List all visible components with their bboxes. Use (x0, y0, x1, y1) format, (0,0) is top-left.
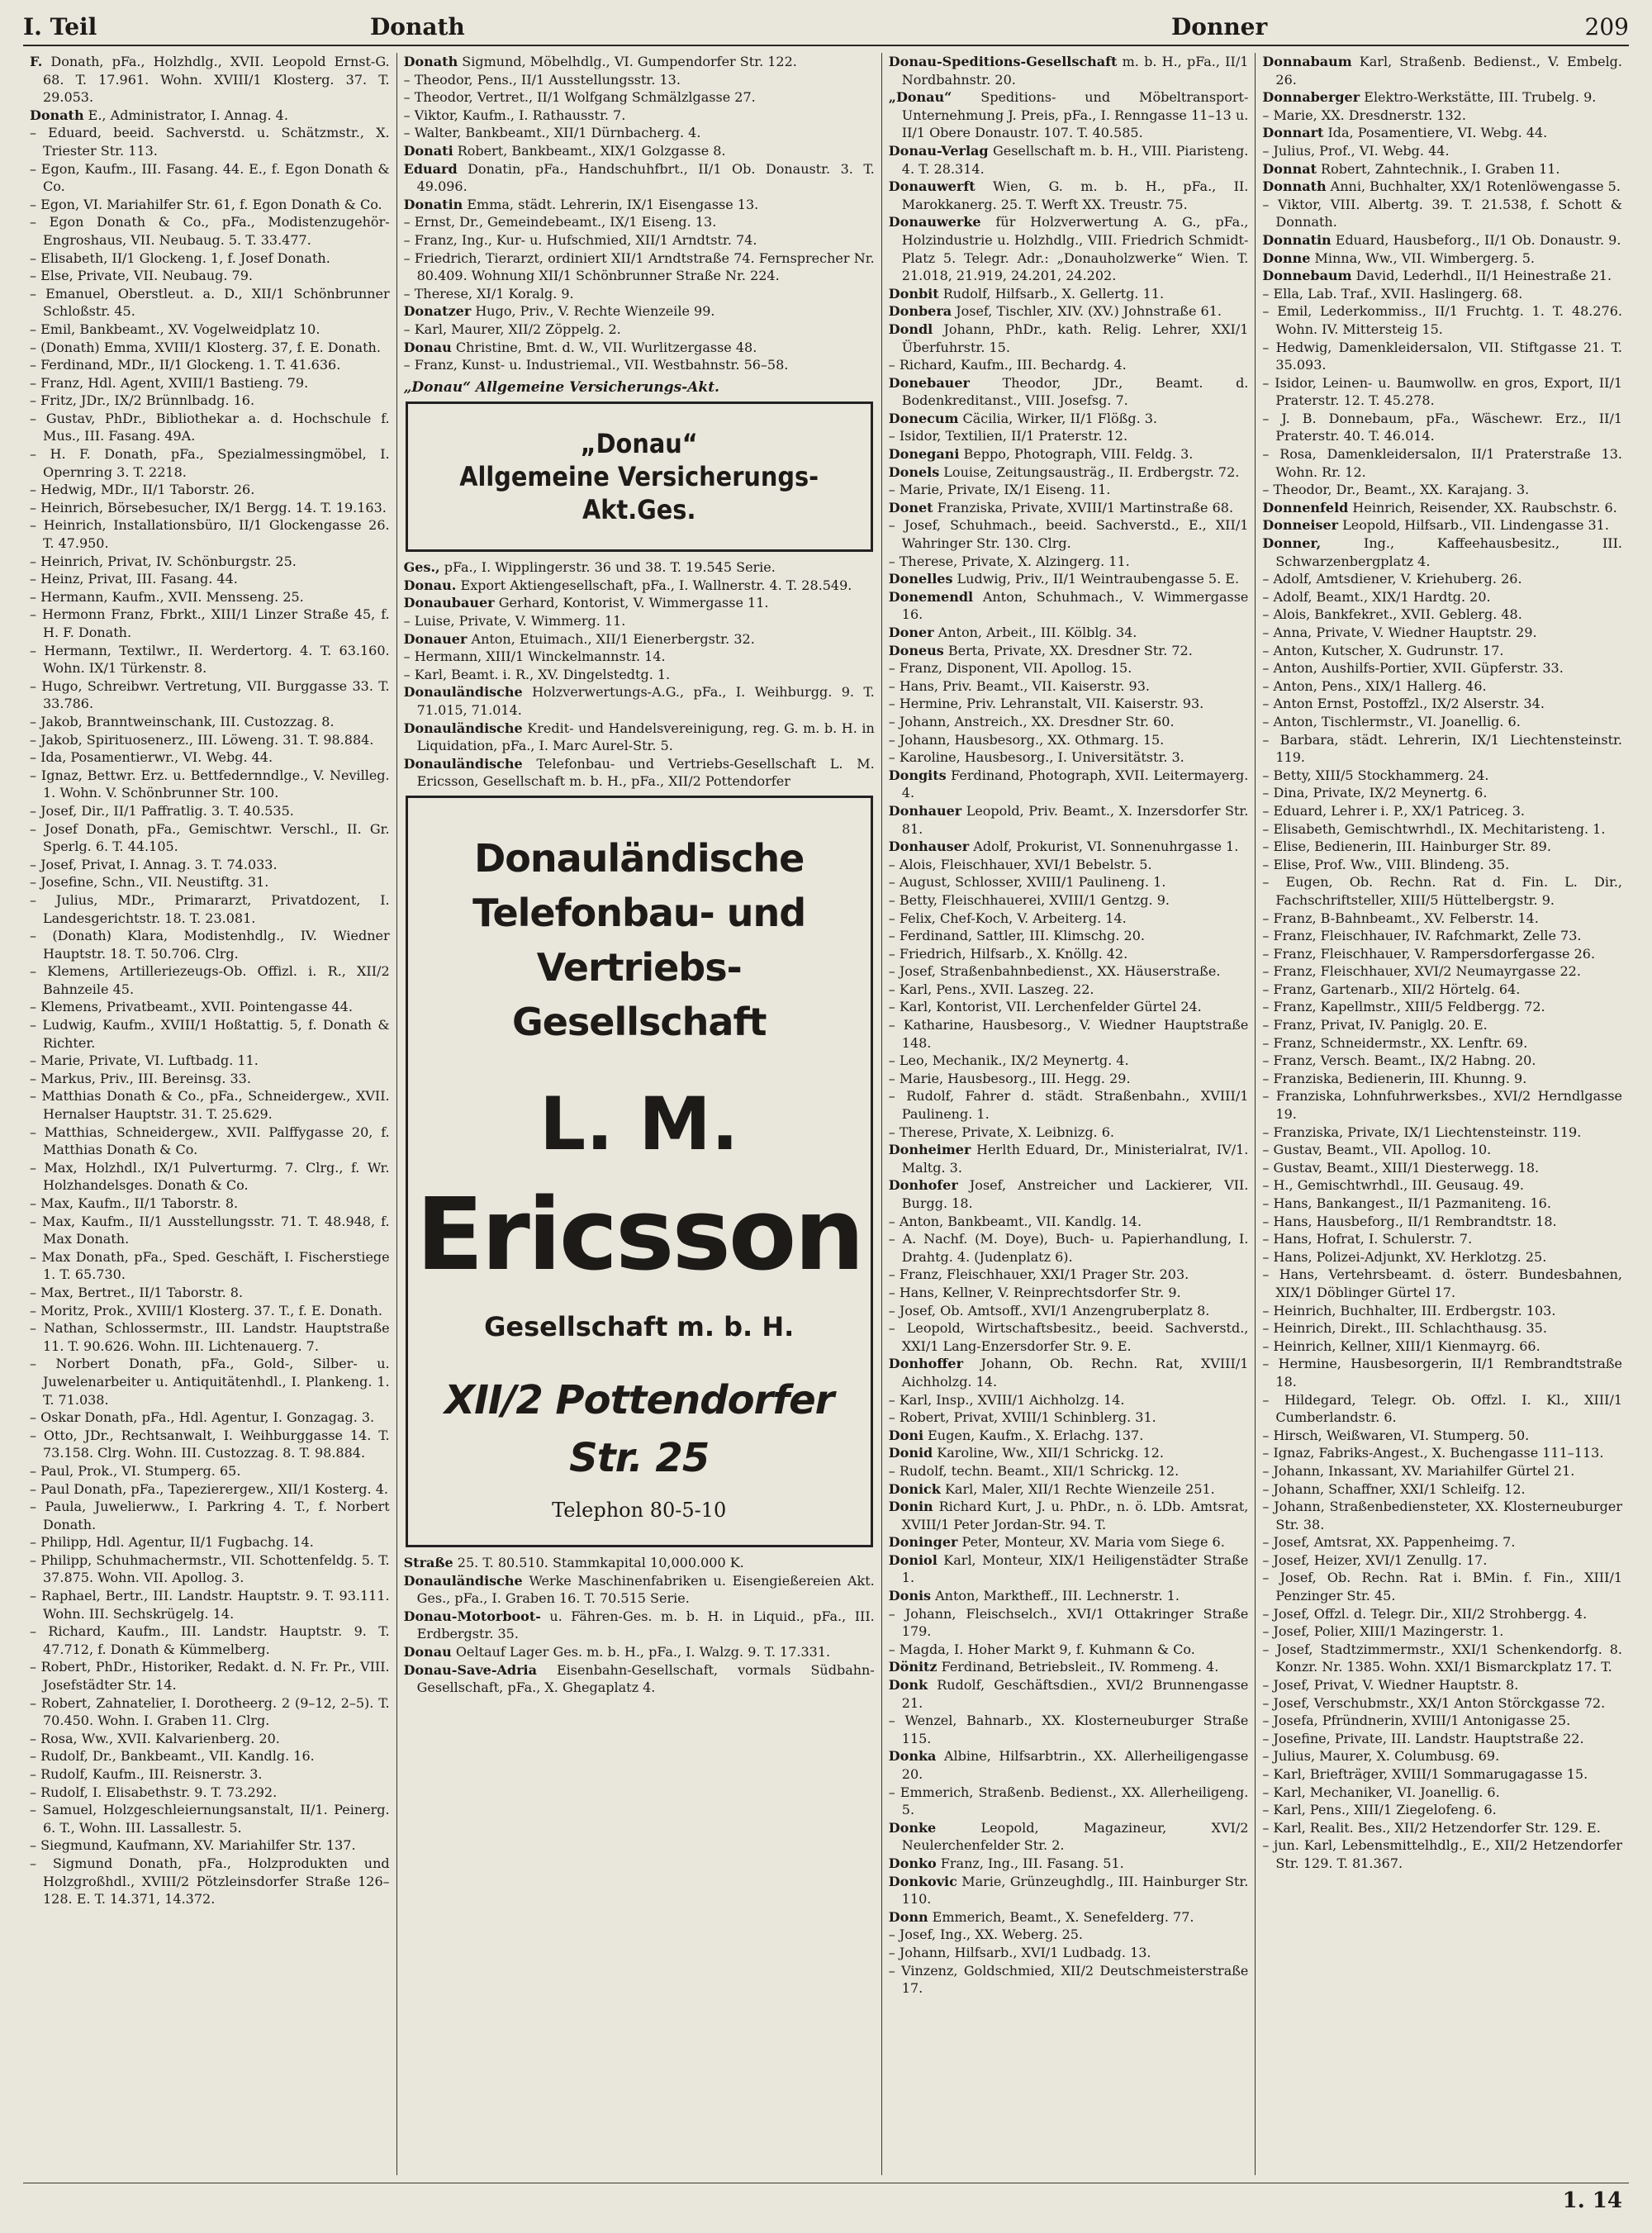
list-item: Donkovic Marie, Grünzeughdlg., III. Hainburger Str. 110. (888, 1873, 1249, 1908)
list-item: Donau. Export Aktiengesellschaft, pFa., I. Wallnerstr. 4. T. 28.549. (403, 577, 852, 593)
list-item: – Therese, XI/1 Koralg. 9. (403, 285, 574, 302)
list-item: – Alois, Fleischhauer, XVI/1 Bebelstr. 5. (888, 856, 1152, 872)
header-section: I. Teil (23, 13, 97, 40)
list-item: – Katharine, Hausbesorg., V. Wiedner Hauptstraße 148. (888, 1017, 1249, 1051)
list-item: – Isidor, Leinen- u. Baumwollw. en gros, Export, II/1 Praterstr. 12. T. 45.278. (1262, 374, 1623, 409)
list-item: – Klemens, Privatbeamt., XVII. Pointengasse 44. (30, 999, 353, 1015)
list-item: Donauländische Holzverwertungs-A.G., pFa., I. Weihburgg. 9. T. 71.015, 71.014. (403, 684, 875, 719)
ad-line: Akt.Ges. (582, 494, 696, 526)
list-item: Donis Anton, Marktheff., III. Lechnerstr. 1. (888, 1588, 1180, 1604)
list-item: Donin Richard Kurt, J. u. PhDr., n. ö. LDb. Amtsrat, XVIII/1 Peter Jordan-Str. 94. T. (888, 1499, 1249, 1532)
list-item: – J. B. Donnebaum, pFa., Wäschewr. Erz., II/1 Praterstr. 40. T. 46.014. (1262, 410, 1623, 444)
list-item: – Betty, XIII/5 Stockhammerg. 24. (1262, 767, 1489, 783)
list-item: – Josef, Privat, I. Annag. 3. T. 74.033. (30, 856, 278, 872)
list-item: – Franz, Versch. Beamt., IX/2 Habng. 20. (1262, 1052, 1536, 1069)
list-item: – Max Donath, pFa., Sped. Geschäft, I. Fischerstiege 1. T. 65.730. (30, 1248, 390, 1283)
list-item: – Anton, Kutscher, X. Gudrunstr. 17. (1262, 642, 1504, 658)
list-item: Donheimer Herlth Eduard, Dr., Ministerialrat, IV/1. Maltg. 3. (888, 1142, 1249, 1176)
list-item: – Josef, Heizer, XVI/1 Zenullg. 17. (1262, 1551, 1488, 1568)
list-item: – Robert, Privat, XVIII/1 Schinblerg. 31. (888, 1409, 1156, 1426)
list-item: – Josef Donath, pFa., Gemischtwr. Verschl., II. Gr. Sperlg. 6. T. 44.105. (30, 820, 390, 855)
list-item: Doninger Peter, Monteur, XV. Maria vom Siege 6. (888, 1534, 1225, 1551)
list-item: – Ignaz, Bettwr. Erz. u. Bettfedernndlge., V. Nevilleg. 1. Wohn. V. Schönbrunner Str. 100. (30, 767, 390, 801)
list-item: – Max, Kaufm., II/1 Taborstr. 8. (30, 1195, 239, 1211)
list-item: – Otto, JDr., Rechtsanwalt, I. Weihburggasse 14. T. 73.158. Clrg. Wohn. III. Custozzag. 8. T. 98.884. (30, 1427, 390, 1461)
page-number: 209 (1584, 13, 1629, 40)
list-item: – Wenzel, Bahnarb., XX. Klosterneuburger Straße 115. (888, 1713, 1249, 1746)
ad-initials: L. M. (539, 1081, 739, 1166)
list-item: Donid Karoline, Ww., XII/1 Schrickg. 12. (888, 1445, 1164, 1461)
column-3 (882, 53, 1256, 2175)
list-item: – Rosa, Ww., XVII. Kalvarienberg. 20. (30, 1730, 280, 1746)
list-item: – Markus, Priv., III. Bereinsg. 33. (30, 1070, 251, 1086)
list-item: – Josefine, Schn., VII. Neustiftg. 31. (30, 874, 269, 891)
list-item: Donels Louise, Zeitungsausträg., II. Erdbergstr. 72. (888, 463, 1240, 480)
list-item: – Franz, Privat, IV. Paniglg. 20. E. (1262, 1017, 1488, 1033)
list-item: – Vinzenz, Goldschmied, XII/2 Deutschmeisterstraße 17. (888, 1962, 1249, 1997)
list-item: – Friedrich, Tierarzt, ordiniert XII/1 Arndtstraße 74. Fernsprecher Nr. 80.409. Wohnung XII/1 Schönbrunner Straße Nr. 224. (403, 249, 875, 284)
list-item: – Franz, Kunst- u. Industriemal., VII. Westbahnstr. 56–58. (403, 357, 789, 373)
list-item: Doniol Karl, Monteur, XIX/1 Heiligenstädter Straße 1. (888, 1551, 1249, 1586)
list-item: – Adolf, Amtsdiener, V. Kriehuberg. 26. (1262, 571, 1522, 587)
list-item: – Heinrich, Börsebesucher, IX/1 Bergg. 14. T. 19.163. (30, 499, 387, 515)
list-item: Donemendl Anton, Schuhmach., V. Wimmergasse 16. (888, 588, 1249, 623)
list-item: – Walter, Bankbeamt., XII/1 Dürnbacherg. 4. (403, 125, 701, 141)
list-item: – Johann, Fleischselch., XVI/1 Ottakringer Straße 179. (888, 1605, 1249, 1640)
list-item: – Johann, Inkassant, XV. Mariahilfer Gürtel 21. (1262, 1462, 1575, 1479)
ad-section-title: „Donau“ Allgemeine Versicherungs-Akt. (403, 378, 719, 396)
list-item: – Egon, Kaufm., III. Fasang. 44. E., f. Egon Donath & Co. (30, 160, 390, 195)
list-item: – Luise, Private, V. Wimmerg. 11. (403, 613, 626, 630)
list-item: – Matthias, Schneidergew., XVII. Palffygasse 20, f. Matthias Donath & Co. (30, 1124, 390, 1158)
list-item: – Anton, Aushilfs-Portier, XVII. Güpferstr. 33. (1262, 660, 1564, 677)
list-item: – Hans, Hofrat, I. Schulerstr. 7. (1262, 1231, 1473, 1247)
list-item: – Josefine, Private, III. Landstr. Hauptstraße 22. (1262, 1730, 1584, 1746)
list-item: Donaubauer Gerhard, Kontorist, V. Wimmergasse 11. (403, 595, 769, 611)
list-item: – Emil, Lederkommiss., II/1 Fruchtg. 1. T. 48.276. Wohn. IV. Mittersteig 15. (1262, 303, 1623, 337)
list-item: – Hermann, XIII/1 Winckelmannstr. 14. (403, 649, 666, 665)
list-item: Donick Karl, Maler, XII/1 Rechte Wienzeile 251. (888, 1480, 1215, 1497)
ad-line: Telefonbau- und (472, 891, 806, 935)
list-item: – Norbert Donath, pFa., Gold-, Silber- u. Juwelenarbeiter u. Antiquitätenhdl., I. Plankeng. 1. T. 71.038. (30, 1356, 390, 1408)
list-item: – Franz, B-Bahnbeamt., XV. Felberstr. 14. (1262, 910, 1539, 926)
list-item: – Jakob, Branntweinschank, III. Custozzag. 8. (30, 713, 335, 729)
list-item: Donatzer Hugo, Priv., V. Rechte Wienzeile 99. (403, 303, 715, 320)
list-item: – Karl, Pens., XIII/1 Ziegelofeng. 6. (1262, 1802, 1497, 1818)
list-item: – Therese, Private, X. Alzingerg. 11. (888, 553, 1130, 569)
list-item: – Leopold, Wirtschaftsbesitz., beeid. Sachverstd., XXI/1 Lang-Enzersdorfer Str. 9. E. (888, 1320, 1249, 1354)
list-item: – Franziska, Private, IX/1 Liechtensteinstr. 119. (1262, 1124, 1582, 1140)
list-item: – Johann, Hausbesorg., XX. Othmarg. 15. (888, 731, 1165, 748)
list-item: – Adolf, Beamt., XIX/1 Hardtg. 20. (1262, 588, 1491, 605)
ad-line: Gesellschaft m. b. H. (484, 1311, 795, 1342)
list-item: – Nathan, Schlossermstr., III. Landstr. Hauptstraße 11. T. 90.626. Wohn. III. Lichtenauerg. 7. (30, 1320, 390, 1354)
list-item: – Heinrich, Direkt., III. Schlachthausg. 35. (1262, 1320, 1547, 1337)
list-item: – Rudolf, Kaufm., III. Reisnerstr. 3. (30, 1766, 263, 1782)
list-item: – Josef, Dir., II/1 Paffratlig. 3. T. 40.535. (30, 802, 294, 819)
list-item: Straße 25. T. 80.510. Stammkapital 10,000.000 K. (403, 1555, 744, 1570)
list-item: Donau-Motorboot- u. Fähren-Ges. m. b. H. in Liquid., pFa., III. Erdbergstr. 35. (403, 1608, 875, 1642)
list-item: Dongits Ferdinand, Photograph, XVII. Leitermayerg. 4. (888, 767, 1249, 801)
list-item: Donko Franz, Ing., III. Fasang. 51. (888, 1855, 1124, 1871)
list-item: – Matthias Donath & Co., pFa., Schneidergew., XVII. Hernalser Hauptstr. 31. T. 25.629. (30, 1088, 390, 1123)
list-item: – Theodor, Vertret., II/1 Wolfgang Schmälzlgasse 27. (403, 89, 756, 106)
list-item: – Theodor, Dr., Beamt., XX. Karajang. 3. (1262, 482, 1530, 498)
list-item: – Rudolf, I. Elisabethstr. 9. T. 73.292. (30, 1784, 278, 1800)
list-item: – Alois, Bankfekret., XVII. Geblerg. 48. (1262, 606, 1522, 623)
list-item: Donauwerke für Holzverwertung A. G., pFa., Holzindustrie u. Holzhdlg., VIII. Friedrich Schmidt-Platz 5. Telegr. Adr.: „Donauholzwerke“ Wien. T. 21.018, 21.919, 24.201, 24.202. (888, 214, 1249, 284)
list-item: – Franz, Fleischhauer, XXI/1 Prager Str. 203. (888, 1266, 1189, 1283)
list-item: – Fritz, JDr., IX/2 Brünnlbadg. 16. (30, 392, 255, 409)
list-item: – Rudolf, techn. Beamt., XII/1 Schrickg. 12. (888, 1462, 1180, 1479)
list-item: – Leo, Mechanik., IX/2 Meynertg. 4. (888, 1052, 1129, 1069)
list-item: Donner, Ing., Kaffeehausbesitz., III. Schwarzenbergplatz 4. (1262, 535, 1623, 569)
list-item: – Max, Kaufm., II/1 Ausstellungsstr. 71. T. 48.948, f. Max Donath. (30, 1213, 390, 1247)
list-item: Donne Minna, Ww., VII. Wimbergerg. 5. (1262, 249, 1536, 266)
list-item: – Franz, Ing., Kur- u. Hufschmied, XII/1 Arndtstr. 74. (403, 231, 757, 248)
list-item: – Gustav, PhDr., Bibliothekar a. d. Hochschule f. Mus., III. Fasang. 49A. (30, 410, 390, 444)
list-item: – Paul Donath, pFa., Tapezierergew., XII/1 Kosterg. 4. (30, 1480, 388, 1497)
list-item: – Emil, Bankbeamt., XV. Vogelweidplatz 10. (30, 321, 320, 337)
list-item: Dönitz Ferdinand, Betriebsleit., IV. Rommeng. 4. (888, 1659, 1219, 1675)
list-item: Donn Emmerich, Beamt., X. Senefelderg. 77. (888, 1908, 1194, 1925)
list-item: – Rudolf, Fahrer d. städt. Straßenbahn., XVIII/1 Paulineng. 1. (888, 1088, 1249, 1123)
list-item: – Karl, Maurer, XII/2 Zöppelg. 2. (403, 321, 621, 337)
list-item: – Elisabeth, II/1 Glockeng. 1, f. Josef Donath. (30, 249, 330, 266)
list-item: – Moritz, Prok., XVIII/1 Klosterg. 37. T., f. E. Donath. (30, 1302, 382, 1318)
list-item: Donka Albine, Hilfsarbtrin., XX. Allerheiligengasse 20. (888, 1748, 1249, 1782)
list-item: – Sigmund Donath, pFa., Holzprodukten und Holzgroßhdl., XVIII/2 Pötzleinsdorfer Straße 126–128. E. T. 14.371, 14.372. (30, 1855, 390, 1908)
list-item: – Robert, PhDr., Historiker, Redakt. d. N. Fr. Pr., VIII. Josefstädter Str. 14. (30, 1659, 390, 1694)
list-item: – Hedwig, MDr., II/1 Taborstr. 26. (30, 482, 255, 498)
list-item: – Anton Ernst, Postoffzl., IX/2 Alserstr. 34. (1262, 696, 1545, 712)
list-item: – (Donath) Klara, Modistenhdlg., IV. Wiedner Hauptstr. 18. T. 50.706. Clrg. (30, 928, 390, 962)
list-item: Donnaberger Elektro-Werkstätte, III. Trubelg. 9. (1262, 89, 1597, 106)
list-item: Donauwerft Wien, G. m. b. H., pFa., II. Marokkanerg. 25. T. Werft XX. Treustr. 75. (888, 178, 1249, 212)
list-item: – Marie, Hausbesorg., III. Hegg. 29. (888, 1070, 1131, 1086)
list-item: – Karl, Beamt. i. R., XV. Dingelstedtg. 1. (403, 666, 671, 682)
list-item: – jun. Karl, Lebensmittelhdlg., E., XII/2 Hetzendorfer Str. 129. T. 81.367. (1262, 1837, 1623, 1871)
list-item: – Julius, Prof., VI. Webg. 44. (1262, 142, 1450, 159)
list-item: – Hermonn Franz, Fbrkt., XIII/1 Linzer Straße 45, f. H. F. Donath. (30, 606, 390, 640)
list-item: – Franz, Kapellmstr., XIII/5 Feldbergg. 72. (1262, 999, 1545, 1015)
list-item: – Eduard, beeid. Sachverstd. u. Schätzmstr., X. Triester Str. 113. (30, 125, 390, 159)
list-item: – Josefa, Pfründnerin, XVIII/1 Antonigasse 25. (1262, 1713, 1571, 1729)
list-item: Donecum Cäcilia, Wirker, II/1 Flößg. 3. (888, 410, 1157, 426)
list-item: – Marie, Private, IX/1 Eiseng. 11. (888, 482, 1111, 498)
list-item: – Max, Holzhdl., IX/1 Pulverturmg. 7. Clrg., f. Wr. Holzhandelsges. Donath & Co. (30, 1159, 390, 1194)
ad-line: Donauländische (474, 836, 805, 881)
list-item: – Therese, Private, X. Leibnizg. 6. (888, 1124, 1114, 1140)
list-item: „Donau“ Speditions- und Möbeltransport-Unternehmung J. Preis, pFa., I. Renngasse 11–13 u. II/1 Obere Donaustr. 107. T. 40.585. (888, 89, 1249, 141)
page-header (23, 12, 1629, 46)
list-item: Donbera Josef, Tischler, XIV. (XV.) Johnstraße 61. (888, 303, 1222, 320)
list-item: – Heinz, Privat, III. Fasang. 44. (30, 571, 238, 587)
list-item: – Franz, Fleischhauer, XVI/2 Neumayrgasse 22. (1262, 963, 1581, 980)
list-item: – Gustav, Beamt., XIII/1 Diesterwegg. 18. (1262, 1159, 1540, 1176)
ad-phone: Telephon 80-5-10 (552, 1499, 727, 1522)
list-item: Donnenfeld Heinrich, Reisender, XX. Raubschstr. 6. (1262, 499, 1617, 515)
header-last-name: Donner (1171, 13, 1268, 40)
list-item: – Ludwig, Kaufm., XVIII/1 Hoßtattig. 5, f. Donath & Richter. (30, 1017, 390, 1051)
list-item: Donati Robert, Bankbeamt., XIX/1 Golzgasse 8. (403, 142, 726, 159)
list-item: – Eduard, Lehrer i. P., XX/1 Patriceg. 3. (1262, 802, 1525, 819)
list-item: Donau Christine, Bmt. d. W., VII. Wurlitzergasse 48. (403, 339, 757, 355)
list-item: – Paul, Prok., VI. Stumperg. 65. (30, 1462, 241, 1479)
list-item: Donnabaum Karl, Straßenb. Bedienst., V. Embelg. 26. (1262, 54, 1623, 88)
list-item: – Johann, Straßenbediensteter, XX. Klosterneuburger Str. 38. (1262, 1499, 1623, 1532)
list-item: F. Donath, pFa., Holzhdlg., XVII. Leopold Ernst-G. 68. T. 17.961. Wohn. XVIII/1 Klosterg. 37. T. 29.053. (30, 54, 390, 106)
list-item: – Marie, Private, VI. Luftbadg. 11. (30, 1052, 259, 1069)
list-item: – Julius, MDr., Primararzt, Privatdozent, I. Landesgerichtstr. 18. T. 23.081. (30, 891, 390, 926)
list-item: – Theodor, Pens., II/1 Ausstellungsstr. 13. (403, 71, 681, 88)
list-item: Donath Sigmund, Möbelhdlg., VI. Gumpendorfer Str. 122. (403, 54, 797, 69)
list-item: – Ida, Posamentierwr., VI. Webg. 44. (30, 749, 273, 766)
list-item: – Hans, Polizei-Adjunkt, XV. Herklotzg. 25. (1262, 1248, 1547, 1265)
list-item: Donelles Ludwig, Priv., II/1 Weintraubengasse 5. E. (888, 571, 1240, 587)
list-item: – Hans, Vertehrsbeamt. d. österr. Bundesbahnen, XIX/1 Döblinger Gürtel 17. (1262, 1266, 1623, 1300)
list-item: – Marie, XX. Dresdnerstr. 132. (1262, 107, 1466, 123)
list-item: – Philipp, Schuhmachermstr., VII. Schottenfeldg. 5. T. 37.875. Wohn. VII. Apollog. 3. (30, 1551, 390, 1586)
list-item: – Johann, Anstreich., XX. Dresdner Str. 60. (888, 713, 1175, 729)
list-item: – Josef, Polier, XIII/1 Mazingerstr. 1. (1262, 1623, 1504, 1640)
list-item: Donauer Anton, Etuimach., XII/1 Eienerbergstr. 32. (403, 630, 755, 647)
list-item: – Anna, Private, V. Wiedner Hauptstr. 29. (1262, 625, 1537, 640)
list-item: Donauländische Telefonbau- und Vertriebs-Gesellschaft L. M. Ericsson, Gesellschaft m. b. H., pFa., XII/2 Pottendorfer (403, 755, 875, 790)
list-item: Doner Anton, Arbeit., III. Kölblg. 34. (888, 625, 1137, 640)
list-item: – Ferdinand, MDr., II/1 Glockeng. 1. T. 41.636. (30, 357, 341, 373)
ad-line: Allgemeine Versicherungs- (459, 461, 819, 493)
list-item: Donau-Save-Adria Eisenbahn-Gesellschaft, vormals Südbahn-Gesellschaft, pFa., X. Ghegaplatz 4. (403, 1661, 875, 1696)
list-item: Donnath Anni, Buchhalter, XX/1 Rotenlöwengasse 5. (1262, 178, 1621, 195)
list-item: – Anton, Pens., XIX/1 Hallerg. 46. (1262, 677, 1487, 694)
list-item: – Franz, Hdl. Agent, XVIII/1 Bastieng. 79. (30, 374, 309, 391)
list-item: – Josef, Stadtzimmermstr., XXI/1 Schenkendorfg. 8. Konzr. Nr. 1385. Wohn. XXI/1 Bismarckplatz 17. T. (1262, 1641, 1623, 1675)
list-item: – Johann, Hilfsarb., XVI/1 Ludbadg. 13. (888, 1944, 1151, 1960)
list-item: – Oskar Donath, pFa., Hdl. Agentur, I. Gonzagag. 3. (30, 1409, 375, 1426)
list-item: – Hans, Kellner, V. Reinprechtsdorfer Str. 9. (888, 1284, 1181, 1300)
list-item: – August, Schlosser, XVIII/1 Paulineng. 1. (888, 874, 1166, 891)
list-item: – Hirsch, Weißwaren, VI. Stumperg. 50. (1262, 1427, 1530, 1443)
list-item: – Hugo, Schreibwr. Vertretung, VII. Burggasse 33. T. 33.786. (30, 677, 390, 712)
list-item: – Josef, Ob. Amtsoff., XVI/1 Anzengruberplatz 8. (888, 1302, 1210, 1318)
list-item: – Josef, Schuhmach., beeid. Sachverstd., E., XII/1 Wahringer Str. 130. Clrg. (888, 517, 1249, 552)
list-item: – Ernst, Dr., Gemeindebeamt., IX/1 Eiseng. 13. (403, 214, 717, 230)
columns (23, 53, 1629, 2175)
list-item: – Else, Private, VII. Neubaug. 79. (30, 268, 253, 284)
list-item: – Franziska, Lohnfuhrwerksbes., XVI/2 Herndlgasse 19. (1262, 1088, 1623, 1123)
list-item: – A. Nachf. (M. Doye), Buch- u. Papierhandlung, I. Drahtg. 4. (Judenplatz 6). (888, 1231, 1249, 1265)
column-2 (397, 53, 882, 2175)
list-item: – Franz, Schneidermstr., XX. Lenftr. 69. (1262, 1034, 1528, 1051)
list-item: – Josef, Ing., XX. Weberg. 25. (888, 1927, 1084, 1943)
donau-insurance-ad (406, 401, 873, 552)
ad-line: „Donau“ (580, 428, 698, 460)
list-item: Donebauer Theodor, JDr., Beamt. d. Bodenkreditanst., VIII. Josefsg. 7. (888, 374, 1249, 409)
list-item: – Karl, Pens., XVII. Laszeg. 22. (888, 981, 1094, 997)
list-item: – Heinrich, Privat, IV. Schönburgstr. 25. (30, 553, 297, 569)
list-item: – Egon Donath & Co., pFa., Modistenzugehör-Engroshaus, VII. Neubaug. 5. T. 33.477. (30, 214, 390, 248)
ad-address: XII/2 Pottendorfer Str. 25 (444, 1377, 834, 1481)
list-item: – Karl, Insp., XVIII/1 Aichholzg. 14. (888, 1391, 1125, 1408)
list-item: – Dina, Private, IX/2 Meynertg. 6. (1262, 785, 1488, 801)
list-item: – Josef, Ob. Rechn. Rat i. BMin. f. Fin., XIII/1 Penzinger Str. 45. (1262, 1570, 1623, 1604)
list-item: – Franz, Fleischhauer, IV. Rafchmarkt, Zelle 73. (1262, 928, 1582, 944)
list-item: – Karoline, Hausbesorg., I. Universitätstr. 3. (888, 749, 1184, 766)
list-item: – Hedwig, Damenkleidersalon, VII. Stiftgasse 21. T. 35.093. (1262, 339, 1623, 373)
list-item: – Viktor, VIII. Albertg. 39. T. 21.538, f. Schott & Donnath. (1262, 196, 1623, 230)
list-item: – Josef, Amtsrat, XX. Pappenheimg. 7. (1262, 1534, 1516, 1551)
list-item: – Emanuel, Oberstleut. a. D., XII/1 Schönbrunner Schloßstr. 45. (30, 285, 390, 320)
list-item: – Josef, Straßenbahnbedienst., XX. Häuserstraße. (888, 963, 1221, 980)
list-item: – Hans, Priv. Beamt., VII. Kaiserstr. 93. (888, 677, 1150, 694)
list-item: Dondl Johann, PhDr., kath. Relig. Lehrer, XXI/1 Überfuhrstr. 15. (888, 321, 1249, 355)
list-item: – Karl, Kontorist, VII. Lerchenfelder Gürtel 24. (888, 999, 1202, 1015)
list-item: – Egon, VI. Mariahilfer Str. 61, f. Egon Donath & Co. (30, 196, 382, 212)
list-item: – Ignaz, Fabriks-Angest., X. Buchengasse 111–113. (1262, 1445, 1604, 1461)
list-item: – Anton, Tischlermstr., VI. Joanellig. 6. (1262, 713, 1521, 729)
list-item: Donhauer Leopold, Priv. Beamt., X. Inzersdorfer Str. 81. (888, 802, 1249, 837)
list-item: – Elise, Bedienerin, III. Hainburger Str. 89. (1262, 839, 1551, 855)
ericsson-ad (406, 796, 873, 1547)
column-1 (23, 53, 397, 2175)
list-item: – Philipp, Hdl. Agentur, II/1 Fugbachg. 14. (30, 1534, 314, 1551)
list-item: – Hermine, Priv. Lehranstalt, VII. Kaiserstr. 93. (888, 696, 1204, 712)
list-item: – Felix, Chef-Koch, V. Arbeiterg. 14. (888, 910, 1127, 926)
list-item: – Elise, Prof. Ww., VIII. Blindeng. 35. (1262, 856, 1510, 872)
list-item: – Johann, Schaffner, XXI/1 Schleifg. 12. (1262, 1480, 1526, 1497)
ad-line: Vertriebs-Gesellschaft (511, 945, 767, 1044)
list-item: – Ferdinand, Sattler, III. Klimschg. 20. (888, 928, 1145, 944)
ad-company-name: Ericsson (415, 1178, 862, 1293)
list-item: – Hermann, Textilwr., II. Werdertorg. 4. T. 63.160. Wohn. IX/1 Türkenstr. 8. (30, 642, 390, 677)
list-item: – Julius, Maurer, X. Columbusg. 69. (1262, 1748, 1500, 1765)
list-item: – Heinrich, Installationsbüro, II/1 Glockengasse 26. T. 47.950. (30, 517, 390, 552)
list-item: Doneus Berta, Private, XX. Dresdner Str. 72. (888, 642, 1193, 658)
list-item: Donke Leopold, Magazineur, XVI/2 Neulerchenfelder Str. 2. (888, 1819, 1249, 1854)
list-item: – Raphael, Bertr., III. Landstr. Hauptstr. 9. T. 93.111. Wohn. III. Sechskrügelg. 14. (30, 1588, 390, 1622)
list-item: Donnebaum David, Lederhdl., II/1 Heinestraße 21. (1262, 268, 1612, 284)
list-item: – Rudolf, Dr., Bankbeamt., VII. Kandlg. 16. (30, 1748, 315, 1765)
list-item: – (Donath) Emma, XVIII/1 Klosterg. 37, f. E. Donath. (30, 339, 381, 355)
list-item: – Betty, Fleischhauerei, XVIII/1 Gentzg. 9. (888, 891, 1170, 908)
list-item: – Elisabeth, Gemischtwrhdl., IX. Mechitaristeng. 1. (1262, 820, 1606, 837)
list-item: Ges., pFa., I. Wipplingerstr. 36 und 38. T. 19.545 Serie. (403, 559, 776, 576)
list-item: – Richard, Kaufm., III. Bechardg. 4. (888, 357, 1127, 373)
list-item: Donau-Speditions-Gesellschaft m. b. H., pFa., II/1 Nordbahnstr. 20. (888, 54, 1249, 88)
list-item: Donnart Ida, Posamentiere, VI. Webg. 44. (1262, 125, 1548, 141)
list-item: – Samuel, Holzgeschleiernungsanstalt, II/1. Peinerg. 6. T., Wohn. III. Lassallestr. 5. (30, 1802, 390, 1836)
list-item: Donauländische Kredit- und Handelsvereinigung, reg. G. m. b. H. in Liquidation, pFa., I. Marc Aurel-Str. 5. (403, 720, 875, 754)
list-item: – Hildegard, Telegr. Ob. Offzl. I. Kl., XIII/1 Cumberlandstr. 6. (1262, 1391, 1623, 1426)
list-item: – Siegmund, Kaufmann, XV. Mariahilfer Str. 137. (30, 1837, 356, 1854)
list-item: – Friedrich, Hilfsarb., X. Knöllg. 42. (888, 945, 1128, 962)
list-item: – Barbara, städt. Lehrerin, IX/1 Liechtensteinstr. 119. (1262, 731, 1623, 766)
list-item: – Paula, Juwelierww., I. Parkring 4. T., f. Norbert Donath. (30, 1499, 390, 1532)
list-item: – Franz, Disponent, VII. Apollog. 15. (888, 660, 1132, 677)
list-item: – Anton, Bankbeamt., VII. Kandlg. 14. (888, 1213, 1142, 1229)
list-item: – Hans, Hausbeforg., II/1 Rembrandtstr. 18. (1262, 1213, 1557, 1229)
list-item: Donhoffer Johann, Ob. Rechn. Rat, XVIII/1 Aichholzg. 14. (888, 1356, 1249, 1390)
list-item: Donbit Rudolf, Hilfsarb., X. Gellertg. 11. (888, 285, 1165, 302)
list-item: – Josef, Offzl. d. Telegr. Dir., XII/2 Strohbergg. 4. (1262, 1605, 1588, 1622)
list-item: Donau Oeltauf Lager Ges. m. b. H., pFa., I. Walzg. 9. T. 17.331. (403, 1643, 831, 1660)
list-item: – Richard, Kaufm., III. Landstr. Hauptstr. 9. T. 47.712, f. Donath & Kümmelberg. (30, 1623, 390, 1657)
list-item: – Karl, Briefträger, XVIII/1 Sommarugagasse 15. (1262, 1766, 1588, 1782)
list-item: Donau-Verlag Gesellschaft m. b. H., VIII. Piaristeng. 4. T. 28.314. (888, 142, 1249, 177)
list-item: Donnat Robert, Zahntechnik., I. Graben 11. (1262, 160, 1560, 177)
list-item: – Hermine, Hausbesorgerin, II/1 Rembrandtstraße 18. (1262, 1356, 1623, 1390)
list-item: – Josef, Privat, V. Wiedner Hauptstr. 8. (1262, 1677, 1519, 1694)
list-item: – Ella, Lab. Traf., XVII. Haslingerg. 68. (1262, 285, 1523, 302)
list-item: Donath E., Administrator, I. Annag. 4. (30, 107, 288, 123)
list-item: – Josef, Verschubmstr., XX/1 Anton Störckgasse 72. (1262, 1694, 1606, 1711)
list-item: – Isidor, Textilien, II/1 Praterstr. 12. (888, 428, 1128, 444)
list-item: – Klemens, Artilleriezeugs-Ob. Offizl. i. R., XII/2 Bahnzeile 45. (30, 963, 390, 997)
list-item: Eduard Donatin, pFa., Handschuhfbrt., II/1 Ob. Donaustr. 3. T. 49.096. (403, 160, 875, 195)
list-item: Donneiser Leopold, Hilfsarb., VII. Lindengasse 31. (1262, 517, 1609, 534)
list-item: – Karl, Mechaniker, VI. Joanellig. 6. (1262, 1784, 1500, 1800)
list-item: – Emmerich, Straßenb. Bedienst., XX. Allerheiligeng. 5. (888, 1784, 1249, 1818)
list-item: – Karl, Realit. Bes., XII/2 Hetzendorfer Str. 129. E. (1262, 1819, 1601, 1836)
list-item: – Rosa, Damenkleidersalon, II/1 Praterstraße 13. Wohn. Rr. 12. (1262, 446, 1623, 480)
column-4 (1256, 53, 1629, 2175)
list-item: – Max, Bertret., II/1 Taborstr. 8. (30, 1284, 244, 1300)
list-item: Donhauser Adolf, Prokurist, VI. Sonnenuhrgasse 1. (888, 839, 1239, 855)
list-item: Donegani Beppo, Photograph, VIII. Feldg. 3. (888, 446, 1194, 463)
list-item: Donnatin Eduard, Hausbeforg., II/1 Ob. Donaustr. 9. (1262, 231, 1621, 248)
page-footer: 1. 14 (1562, 2188, 1622, 2213)
list-item: Donet Franziska, Private, XVIII/1 Martinstraße 68. (888, 499, 1234, 515)
list-item: Donk Rudolf, Geschäftsdien., XVI/2 Brunnengasse 21. (888, 1677, 1249, 1711)
list-item: – Franz, Gartenarb., XII/2 Hörtelg. 64. (1262, 981, 1521, 997)
list-item: – Hans, Bankangest., II/1 Pazmaniteng. 16. (1262, 1195, 1551, 1211)
list-item: – Gustav, Beamt., VII. Apollog. 10. (1262, 1142, 1492, 1158)
list-item: – Hermann, Kaufm., XVII. Mensseng. 25. (30, 588, 304, 605)
list-item: – Eugen, Ob. Rechn. Rat d. Fin. L. Dir., Fachschriftsteller, XIII/5 Hüttelbergstr. 9. (1262, 874, 1623, 908)
list-item: Donatin Emma, städt. Lehrerin, IX/1 Eisengasse 13. (403, 196, 759, 212)
list-item: – Magda, I. Hoher Markt 9, f. Kuhmann & Co. (888, 1641, 1195, 1657)
list-item: – Viktor, Kaufm., I. Rathausstr. 7. (403, 107, 626, 123)
list-item: – H. F. Donath, pFa., Spezialmessingmöbel, I. Opernring 3. T. 2218. (30, 446, 390, 480)
list-item: Doni Eugen, Kaufm., X. Erlachg. 137. (888, 1427, 1144, 1443)
list-item: – Franziska, Bedienerin, III. Khunng. 9. (1262, 1070, 1527, 1086)
list-item: – H., Gemischtwrhdl., III. Geusaug. 49. (1262, 1177, 1524, 1194)
list-item: – Robert, Zahnatelier, I. Dorotheerg. 2 (9–12, 2–5). T. 70.450. Wohn. I. Graben 11. Clrg. (30, 1694, 390, 1729)
list-item: – Heinrich, Kellner, XIII/1 Kienmayrg. 66. (1262, 1337, 1540, 1354)
header-first-name: Donath (370, 13, 465, 40)
list-item: Donauländische Werke Maschinenfabriken u. Eisengießereien Akt. Ges., pFa., I. Graben 16. T. 70.515 Serie. (403, 1572, 875, 1607)
list-item: – Franz, Fleischhauer, V. Rampersdorfergasse 26. (1262, 945, 1596, 962)
list-item: – Jakob, Spirituosenerz., III. Löweng. 31. T. 98.884. (30, 731, 374, 748)
list-item: – Heinrich, Buchhalter, III. Erdbergstr. 103. (1262, 1302, 1556, 1318)
list-item: Donhofer Josef, Anstreicher und Lackierer, VII. Burgg. 18. (888, 1177, 1249, 1211)
